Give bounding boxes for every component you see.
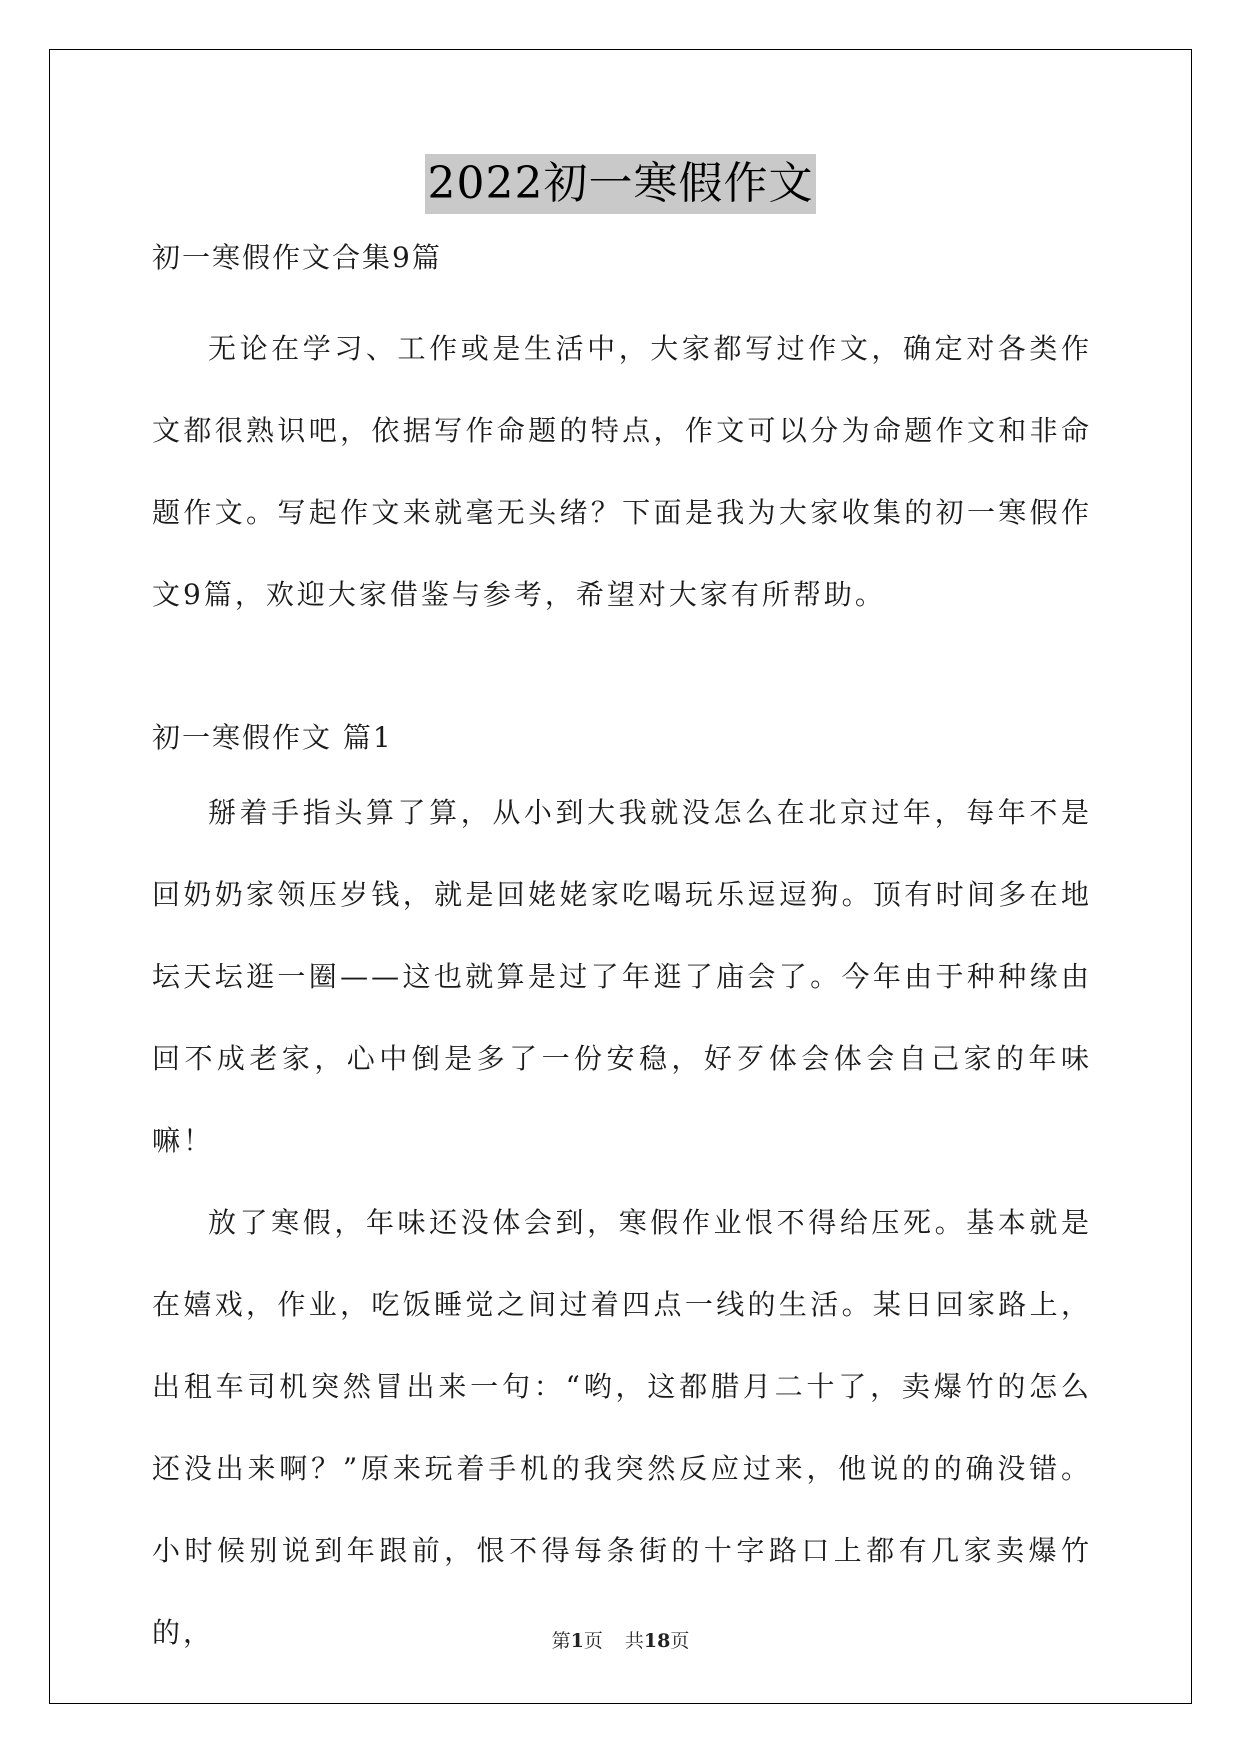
title-container bbox=[0, 154, 1241, 214]
page-number: 1 bbox=[570, 1630, 584, 1652]
total-suffix: 页 bbox=[670, 1630, 690, 1652]
body-paragraph: 掰着手指头算了算，从小到大我就没怎么在北京过年，每年不是回奶奶家领压岁钱，就是回姥姥家吃喝玩乐逗逗狗。顶有时间多在地坛天坛逛一圈——这也就算是过了年逛了庙会了。今年由于种种缘由回不成老家，心中倒是多了一份安稳，好歹体会体会自己家的年味嘛！ bbox=[152, 796, 1092, 1157]
document-body bbox=[152, 234, 1092, 1674]
section-title: 初一寒假作文 篇1 bbox=[152, 721, 393, 754]
page-footer bbox=[0, 1626, 1241, 1653]
document-title: 2022初一寒假作文 bbox=[425, 154, 817, 214]
intro-paragraph: 无论在学习、工作或是生活中，大家都写过作文，确定对各类作文都很熟识吧，依据写作命题的特点，作文可以分为命题作文和非命题作文。写起作文来就毫无头绪？下面是我为大家收集的初一寒假作文9篇，欢迎大家借鉴与参考，希望对大家有所帮助。 bbox=[152, 332, 1092, 611]
page-prefix: 第 bbox=[551, 1630, 571, 1652]
document-subtitle: 初一寒假作文合集9篇 bbox=[152, 241, 442, 274]
total-prefix: 共 bbox=[624, 1630, 644, 1652]
total-pages: 18 bbox=[643, 1630, 671, 1652]
page-suffix: 页 bbox=[583, 1630, 603, 1652]
body-paragraph: 放了寒假，年味还没体会到，寒假作业恨不得给压死。基本就是在嬉戏，作业，吃饭睡觉之间过着四点一线的生活。某日回家路上，出租车司机突然冒出来一句：“哟，这都腊月二十了，卖爆竹的怎么还没出来啊？”原来玩着手机的我突然反应过来，他说的的确没错。小时候别说到年跟前，恨不得每条街的十字路口上都有几家卖爆竹的， bbox=[152, 1206, 1092, 1649]
